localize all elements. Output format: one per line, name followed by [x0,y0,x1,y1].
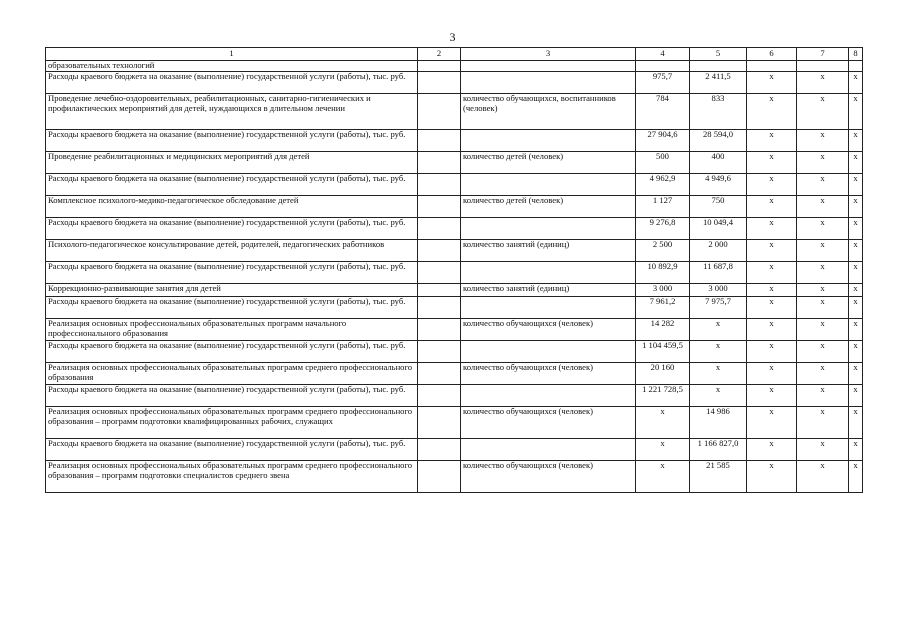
page-number: 3 [449,30,456,44]
table-row [46,283,863,296]
row-description: Расходы краевого бюджета на оказание (выполнение) государственной услуги (работы), тыс. руб. [46,173,418,195]
row-value-4: х [636,438,690,460]
row-col2 [418,406,461,438]
table-row [46,261,863,283]
table-row [46,173,863,195]
table-row [46,61,863,72]
row-value-6: х [747,261,797,283]
header-cell: 2 [418,48,461,61]
table-row [46,217,863,239]
row-value-7: х [797,318,849,340]
row-indicator [461,438,636,460]
row-value-7: х [797,151,849,173]
row-value-5 [690,61,747,72]
row-value-8: х [849,406,863,438]
row-col2 [418,71,461,93]
row-value-4: 975,7 [636,71,690,93]
row-value-5: 833 [690,93,747,129]
table-row [46,129,863,151]
row-col2 [418,340,461,362]
row-indicator: количество обучающихся, воспитанников (человек) [461,93,636,129]
row-value-4: 10 892,9 [636,261,690,283]
table-row [46,318,863,340]
row-indicator: количество занятий (единиц) [461,283,636,296]
row-value-4: х [636,460,690,492]
row-col2 [418,195,461,217]
row-value-6: х [747,460,797,492]
row-value-6: х [747,384,797,406]
row-value-5: 2 000 [690,239,747,261]
row-indicator [461,71,636,93]
row-value-5: х [690,362,747,384]
row-value-6: х [747,340,797,362]
row-value-8: х [849,460,863,492]
header-row [46,48,863,61]
table-row [46,71,863,93]
row-description: Расходы краевого бюджета на оказание (выполнение) государственной услуги (работы), тыс. руб. [46,384,418,406]
row-value-6: х [747,93,797,129]
row-value-4: 27 904,6 [636,129,690,151]
row-indicator: количество детей (человек) [461,151,636,173]
row-value-5: х [690,318,747,340]
row-value-7: х [797,406,849,438]
row-value-6: х [747,318,797,340]
table-row [46,296,863,318]
row-value-5: х [690,384,747,406]
row-value-8: х [849,384,863,406]
row-value-6: х [747,71,797,93]
row-value-4: 1 221 728,5 [636,384,690,406]
row-value-5: 3 000 [690,283,747,296]
row-value-8: х [849,362,863,384]
row-description: Реализация основных профессиональных образовательных программ среднего профессионального образования – программ подготовки специалистов среднего звена [46,460,418,492]
row-value-5: 14 986 [690,406,747,438]
row-value-8: х [849,217,863,239]
row-description: Проведение реабилитационных и медицинских мероприятий для детей [46,151,418,173]
row-value-4: 9 276,8 [636,217,690,239]
row-value-5: 11 687,8 [690,261,747,283]
row-col2 [418,261,461,283]
row-value-7: х [797,71,849,93]
row-indicator [461,173,636,195]
table-row [46,460,863,492]
row-value-7: х [797,283,849,296]
table-row [46,93,863,129]
row-value-5: 28 594,0 [690,129,747,151]
row-description: Расходы краевого бюджета на оказание (выполнение) государственной услуги (работы), тыс. руб. [46,71,418,93]
row-col2 [418,384,461,406]
row-indicator: количество обучающихся (человек) [461,362,636,384]
row-value-4: 20 160 [636,362,690,384]
row-value-8: х [849,261,863,283]
row-value-8: х [849,340,863,362]
row-description: Реализация основных профессиональных образовательных программ начального профессионального образования [46,318,418,340]
row-value-8 [849,61,863,72]
row-indicator: количество обучающихся (человек) [461,460,636,492]
row-col2 [418,362,461,384]
row-value-7: х [797,217,849,239]
row-description: Реализация основных профессиональных образовательных программ среднего профессионального образования – программ подготовки квалифицированных рабочих, служащих [46,406,418,438]
row-value-5: 400 [690,151,747,173]
row-value-5: 21 585 [690,460,747,492]
row-description: Проведение лечебно-оздоровительных, реабилитационных, санитарно-гигиенических и профилактических мероприятий для детей, нуждающихся в длительном лечении [46,93,418,129]
row-indicator: количество занятий (единиц) [461,239,636,261]
row-col2 [418,283,461,296]
row-col2 [418,460,461,492]
row-value-5: х [690,340,747,362]
table-row [46,151,863,173]
row-value-6: х [747,217,797,239]
row-description: Реализация основных профессиональных образовательных программ среднего профессионального образования [46,362,418,384]
row-value-4: х [636,406,690,438]
row-col2 [418,93,461,129]
row-value-4: 2 500 [636,239,690,261]
row-value-7: х [797,93,849,129]
row-value-8: х [849,283,863,296]
row-description: Коррекционно-развивающие занятия для детей [46,283,418,296]
header-cell: 3 [461,48,636,61]
row-value-4: 3 000 [636,283,690,296]
row-value-8: х [849,93,863,129]
row-value-6: х [747,173,797,195]
row-value-5: 750 [690,195,747,217]
row-value-7: х [797,384,849,406]
row-description: Комплексное психолого-медико-педагогическое обследование детей [46,195,418,217]
header-cell: 7 [797,48,849,61]
row-value-6: х [747,406,797,438]
row-indicator [461,217,636,239]
row-value-6: х [747,296,797,318]
table-row [46,406,863,438]
row-description: Расходы краевого бюджета на оказание (выполнение) государственной услуги (работы), тыс. руб. [46,129,418,151]
row-value-7: х [797,261,849,283]
row-value-6: х [747,151,797,173]
row-indicator [461,61,636,72]
row-indicator [461,296,636,318]
header-cell: 4 [636,48,690,61]
row-value-8: х [849,151,863,173]
row-indicator: количество детей (человек) [461,195,636,217]
row-value-5: 1 166 827,0 [690,438,747,460]
header-cell: 1 [46,48,418,61]
row-value-8: х [849,173,863,195]
row-value-6: х [747,129,797,151]
row-description: Расходы краевого бюджета на оказание (выполнение) государственной услуги (работы), тыс. руб. [46,217,418,239]
row-indicator [461,384,636,406]
row-value-5: 2 411,5 [690,71,747,93]
row-value-4: 14 282 [636,318,690,340]
row-value-4: 784 [636,93,690,129]
row-value-7: х [797,438,849,460]
row-value-7: х [797,362,849,384]
row-value-7: х [797,239,849,261]
row-value-8: х [849,296,863,318]
row-indicator [461,340,636,362]
row-value-7: х [797,195,849,217]
row-value-4 [636,61,690,72]
row-value-6: х [747,195,797,217]
row-value-6: х [747,438,797,460]
row-description: Расходы краевого бюджета на оказание (выполнение) государственной услуги (работы), тыс. руб. [46,340,418,362]
row-indicator [461,129,636,151]
row-col2 [418,129,461,151]
row-value-7: х [797,340,849,362]
row-value-4: 1 104 459,5 [636,340,690,362]
row-value-6: х [747,362,797,384]
row-value-8: х [849,71,863,93]
row-col2 [418,438,461,460]
row-col2 [418,151,461,173]
row-value-5: 4 949,6 [690,173,747,195]
row-col2 [418,239,461,261]
row-value-7: х [797,296,849,318]
table-row [46,195,863,217]
table-row [46,239,863,261]
row-value-6 [747,61,797,72]
table-row [46,340,863,362]
row-col2 [418,61,461,72]
row-value-7: х [797,460,849,492]
row-description: образовательных технологий [46,61,418,72]
row-value-4: 4 962,9 [636,173,690,195]
header-cell: 6 [747,48,797,61]
row-col2 [418,173,461,195]
row-col2 [418,318,461,340]
row-value-7 [797,61,849,72]
row-value-4: 500 [636,151,690,173]
budget-table [45,47,863,493]
row-indicator: количество обучающихся (человек) [461,406,636,438]
row-value-8: х [849,195,863,217]
row-description: Расходы краевого бюджета на оказание (выполнение) государственной услуги (работы), тыс. руб. [46,261,418,283]
row-indicator: количество обучающихся (человек) [461,318,636,340]
row-value-4: 1 127 [636,195,690,217]
row-value-6: х [747,239,797,261]
row-value-7: х [797,129,849,151]
row-description: Психолого-педагогическое консультирование детей, родителей, педагогических работников [46,239,418,261]
row-value-8: х [849,318,863,340]
row-col2 [418,217,461,239]
row-value-8: х [849,129,863,151]
row-description: Расходы краевого бюджета на оказание (выполнение) государственной услуги (работы), тыс. руб. [46,296,418,318]
row-value-8: х [849,438,863,460]
row-description: Расходы краевого бюджета на оказание (выполнение) государственной услуги (работы), тыс. руб. [46,438,418,460]
table-row [46,384,863,406]
row-col2 [418,296,461,318]
table-row [46,438,863,460]
row-value-7: х [797,173,849,195]
header-cell: 8 [849,48,863,61]
table-row [46,362,863,384]
row-value-5: 10 049,4 [690,217,747,239]
header-cell: 5 [690,48,747,61]
row-indicator [461,261,636,283]
row-value-4: 7 961,2 [636,296,690,318]
row-value-8: х [849,239,863,261]
row-value-5: 7 975,7 [690,296,747,318]
row-value-6: х [747,283,797,296]
